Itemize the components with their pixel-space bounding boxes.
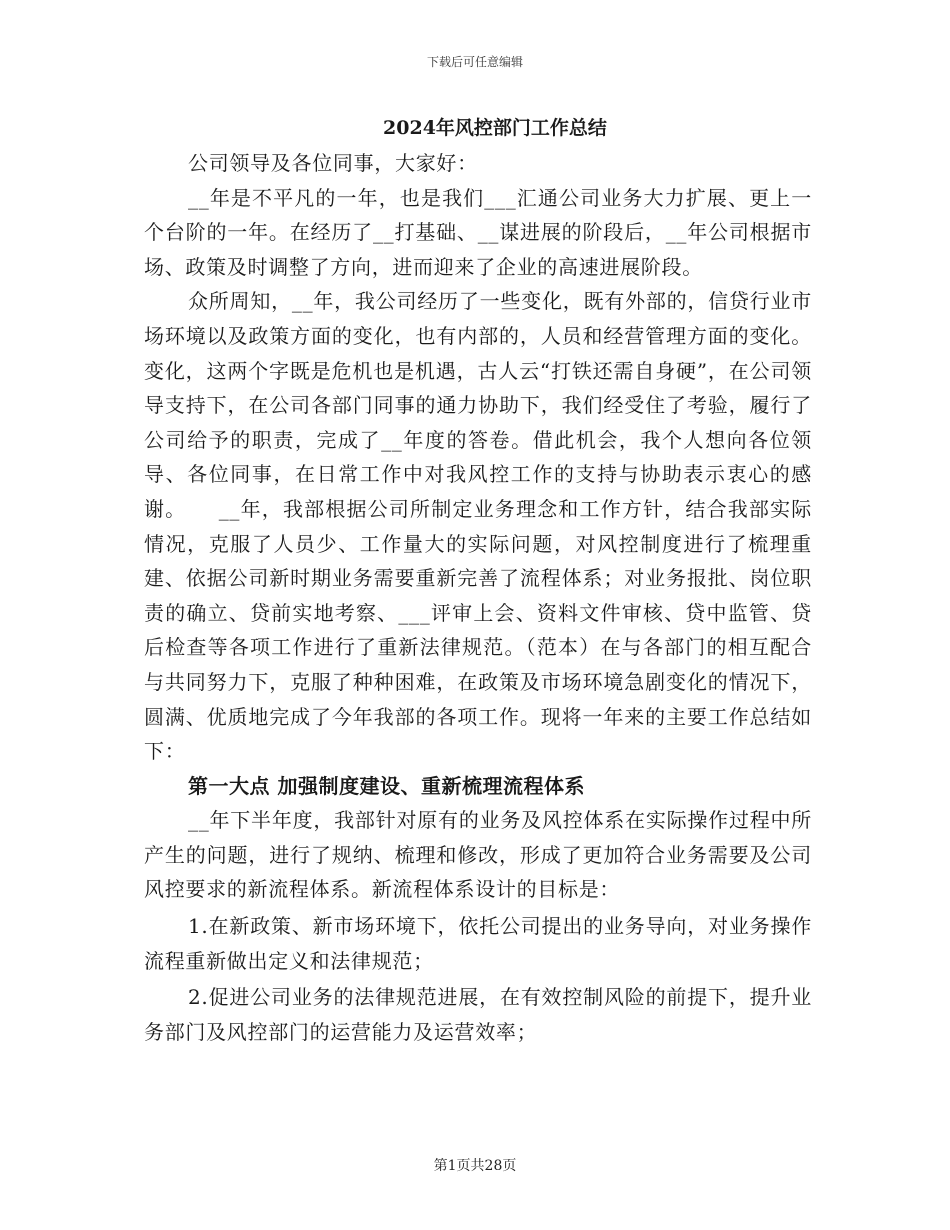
document-title: 2024年风控部门工作总结 (383, 117, 607, 139)
page-footer: 第1页共28页 (433, 1158, 517, 1174)
header-note: 下载后可任意编辑 (426, 55, 523, 69)
list-item: 2.促进公司业务的法律规范进展，在有效控制风险的前提下，提升业务部门及风控部门的运营能力及运营效率； (144, 985, 812, 1044)
greeting: 公司领导及各位同事，大家好： (188, 151, 478, 175)
list-item: 1.在新政策、新市场环境下，依托公司提出的业务导向，对业务操作流程重新做出定义和法律规范； (144, 914, 812, 973)
paragraph-2: 众所周知，__年，我公司经历了一些变化，既有外部的，信贷行业市场环境以及政策方面的变化，也有内部的，人员和经营管理方面的变化。变化，这两个字既是危机也是机遇，古人云“打铁还需自身硬”，在公司领导支持下，在公司各部门同事的通力协助下，我们经受住了考验，履行了公司给予的职责，完成了__年度的答卷。借此机会，我个人想向各位领导、各位同事，在日常工作中对我风控工作的支持与协助表示衷心的感谢。 __年，我部根据公司所制定业务理念和工作方针，结合我部实际情况，克服了人员少、工作量大的实际问题，对风控制度进行了梳理重建、依据公司新时期业务需要重新完善了流程体系；对业务报批、岗位职责的确立、贷前实地考察、___评审上会、资料文件审核、贷中监管、贷后检查等各项工作进行了重新法律规范。（范本）在与各部门的相互配合与共同努力下，克服了种种困难，在政策及市场环境急剧变化的情况下，圆满、优质地完成了今年我部的各项工作。现将一年来的主要工作总结如下： (144, 289, 812, 764)
paragraph-1: __年是不平凡的一年，也是我们___汇通公司业务大力扩展、更上一个台阶的一年。在经历了__打基础、__谋进展的阶段后，__年公司根据市场、政策及时调整了方向，进而迎来了企业的高速进展阶段。 (144, 185, 812, 279)
section-paragraph: __年下半年度，我部针对原有的业务及风控体系在实际操作过程中所产生的问题，进行了规纳、梳理和修改，形成了更加符合业务需要及公司风控要求的新流程体系。新流程体系设计的目标是： (144, 808, 812, 902)
section-heading: 第一大点 加强制度建设、重新梳理流程体系 (188, 773, 585, 798)
document-body (144, 146, 812, 1049)
